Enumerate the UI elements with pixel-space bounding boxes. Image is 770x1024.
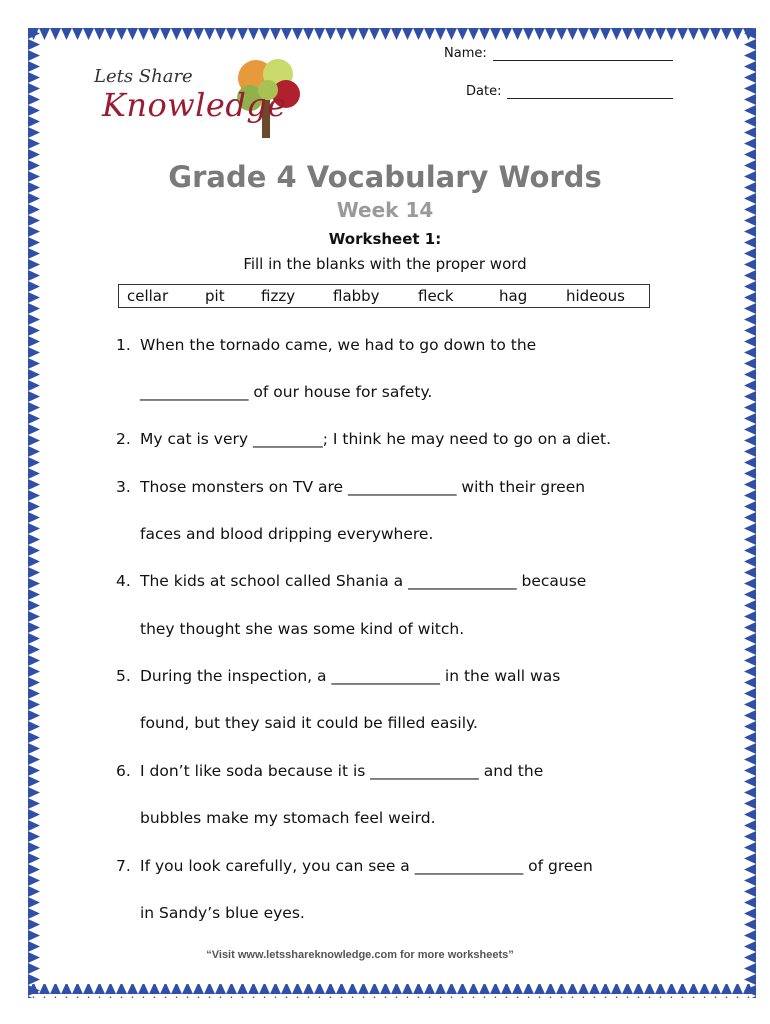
word-bank-item: pit [205,287,225,305]
question-text: During the inspection, a ______________ in the wall was [140,667,561,685]
logo [88,56,308,140]
word-bank [118,284,650,308]
question-number: 2. [116,430,131,448]
question-1-line2: ______________ of our house for safety. [140,383,433,401]
word-bank-item: cellar [127,287,169,305]
instructions: Fill in the blanks with the proper word [243,255,527,273]
question-text: I don’t like soda because it is ______________ and the [140,762,544,780]
footer-note: “Visit www.letsshareknowledge.com for more worksheets” [206,949,514,961]
logo-line1: Lets Share [94,66,193,87]
question-4-line2: they thought she was some kind of witch. [140,620,465,638]
question-number: 4. [116,572,131,590]
question-number: 5. [116,667,131,685]
word-bank-item: flabby [333,287,380,305]
worksheet-label: Worksheet 1: [328,230,442,248]
logo-line2: Knowledge [102,86,287,124]
word-bank-item: hag [499,287,528,305]
page-title: Grade 4 Vocabulary Words [168,160,602,194]
name-field[interactable] [444,46,673,61]
question-3-line2: faces and blood dripping everywhere. [140,525,434,543]
date-field[interactable] [466,84,673,99]
word-bank-item: hideous [566,287,625,305]
question-6 [116,762,543,780]
question-text: Those monsters on TV are ______________ with their green [140,478,586,496]
question-text: The kids at school called Shania a ______________ because [140,572,587,590]
question-3 [116,478,585,496]
question-5-line2: found, but they said it could be filled easily. [140,714,478,732]
word-bank-item: fleck [418,287,454,305]
question-2 [116,430,611,448]
question-number: 7. [116,857,131,875]
date-label: Date: [466,84,502,99]
name-label: Name: [444,46,487,61]
question-5 [116,667,560,685]
question-text: When the tornado came, we had to go down to the [140,336,537,354]
question-number: 6. [116,762,131,780]
question-7-line2: in Sandy’s blue eyes. [140,904,305,922]
date-line [507,97,673,99]
question-6-line2: bubbles make my stomach feel weird. [140,809,436,827]
question-4 [116,572,586,590]
question-number: 1. [116,336,131,354]
word-bank-item: fizzy [261,287,296,305]
question-7 [116,857,593,875]
question-text: My cat is very _________; I think he may need to go on a diet. [140,430,612,448]
question-text: If you look carefully, you can see a ______________ of green [140,857,593,875]
week-label: Week 14 [336,198,434,222]
question-number: 3. [116,478,131,496]
name-line [493,59,673,61]
question-1 [116,336,536,354]
